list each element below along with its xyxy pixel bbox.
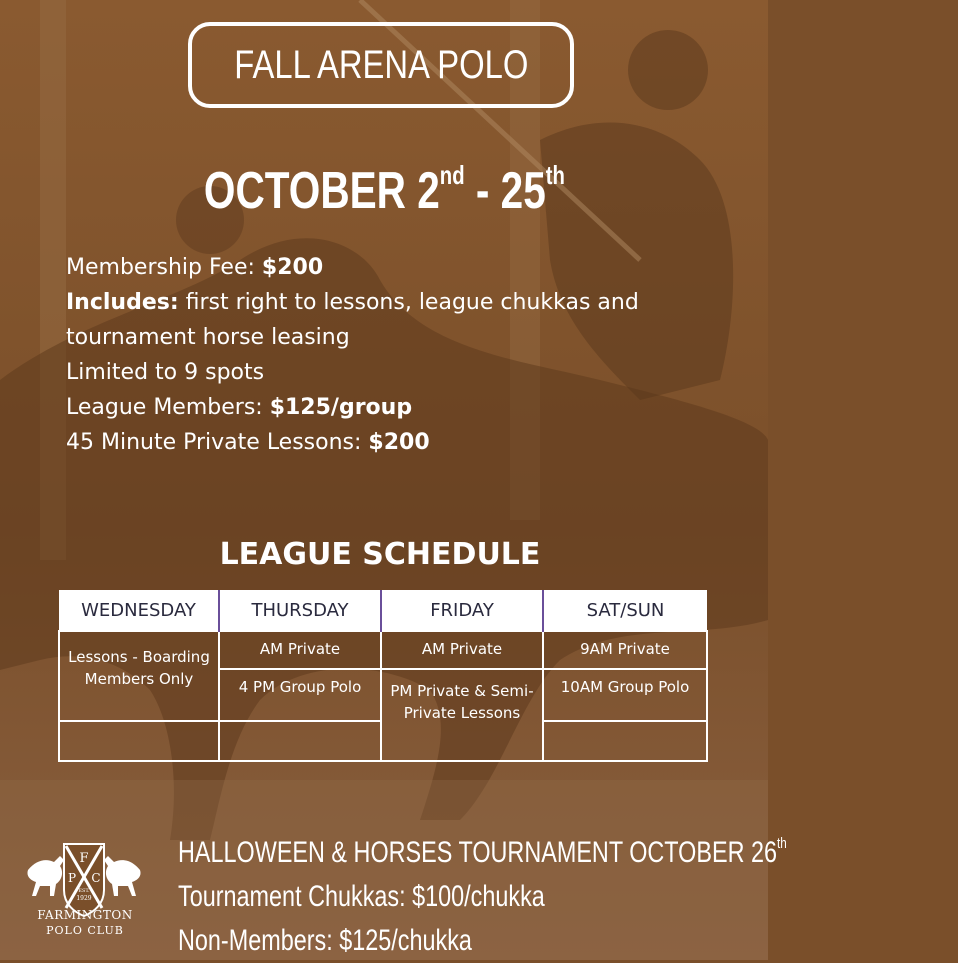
logo-name: FARMINGTON bbox=[37, 908, 133, 922]
date-start-suffix: nd bbox=[439, 160, 465, 190]
cell-wednesday-lessons: Lessons - Boarding Members Only bbox=[59, 631, 219, 721]
header-thursday: THURSDAY bbox=[219, 590, 381, 631]
logo-letter-f: F bbox=[79, 851, 89, 866]
cell-friday-am: AM Private bbox=[381, 631, 543, 669]
limited-spots: Limited to 9 spots bbox=[66, 360, 265, 385]
league-schedule-title: LEAGUE SCHEDULE bbox=[219, 537, 541, 572]
non-members-chukkas: Non-Members: $125/chukka bbox=[178, 924, 472, 957]
tournament-chukkas: Tournament Chukkas: $100/chukka bbox=[178, 880, 545, 913]
header-satsun: SAT/SUN bbox=[543, 590, 707, 631]
cell-satsun-10am: 10AM Group Polo bbox=[543, 669, 707, 721]
cell-satsun-9am: 9AM Private bbox=[543, 631, 707, 669]
includes-line-2: tournament horse leasing bbox=[66, 325, 350, 350]
league-members-label: League Members: bbox=[66, 395, 270, 420]
tournament-title-suffix: th bbox=[777, 835, 787, 852]
private-lessons-label: 45 Minute Private Lessons: bbox=[66, 430, 369, 455]
league-members-value: $125/group bbox=[269, 395, 413, 420]
membership-fee-label: Membership Fee: bbox=[66, 255, 262, 280]
logo-est: EST. bbox=[78, 888, 90, 894]
event-dates bbox=[0, 160, 768, 221]
cell-thursday-group: 4 PM Group Polo bbox=[219, 669, 381, 721]
cell-thursday-am: AM Private bbox=[219, 631, 381, 669]
membership-fee-line bbox=[66, 250, 726, 285]
league-members-line bbox=[66, 390, 726, 425]
includes-text: first right to lessons, league chukkas and bbox=[178, 290, 639, 315]
cell-wednesday-empty bbox=[59, 721, 219, 761]
logo-wordmark bbox=[18, 907, 152, 939]
cell-friday-pm: PM Private & Semi-Private Lessons bbox=[381, 669, 543, 761]
schedule-row bbox=[59, 631, 707, 669]
league-schedule-table bbox=[58, 590, 708, 762]
schedule-header-row bbox=[59, 590, 707, 631]
membership-fee-value: $200 bbox=[261, 255, 324, 280]
logo-club: POLO CLUB bbox=[46, 924, 124, 937]
event-title: FALL ARENA POLO bbox=[233, 42, 529, 87]
includes-label: Includes: bbox=[66, 290, 179, 315]
cell-satsun-empty bbox=[543, 721, 707, 761]
tournament-title-text: HALLOWEEN & HORSES TOURNAMENT OCTOBER 26 bbox=[178, 836, 778, 869]
private-lessons-line bbox=[66, 425, 726, 460]
date-end: - 25 bbox=[464, 162, 546, 220]
tournament-title bbox=[178, 822, 787, 875]
logo-letter-c: C bbox=[91, 871, 101, 885]
date-start: OCTOBER 2 bbox=[203, 162, 440, 220]
logo-year: 1929 bbox=[76, 895, 92, 902]
header-friday: FRIDAY bbox=[381, 590, 543, 631]
membership-info bbox=[66, 250, 726, 460]
date-end-suffix: th bbox=[545, 160, 565, 190]
event-title-box bbox=[188, 22, 574, 108]
includes-line bbox=[66, 285, 726, 320]
cell-thursday-empty bbox=[219, 721, 381, 761]
logo-letter-p: P bbox=[67, 871, 77, 885]
header-wednesday: WEDNESDAY bbox=[59, 590, 219, 631]
tournament-info bbox=[178, 822, 958, 963]
private-lessons-value: $200 bbox=[368, 430, 430, 455]
